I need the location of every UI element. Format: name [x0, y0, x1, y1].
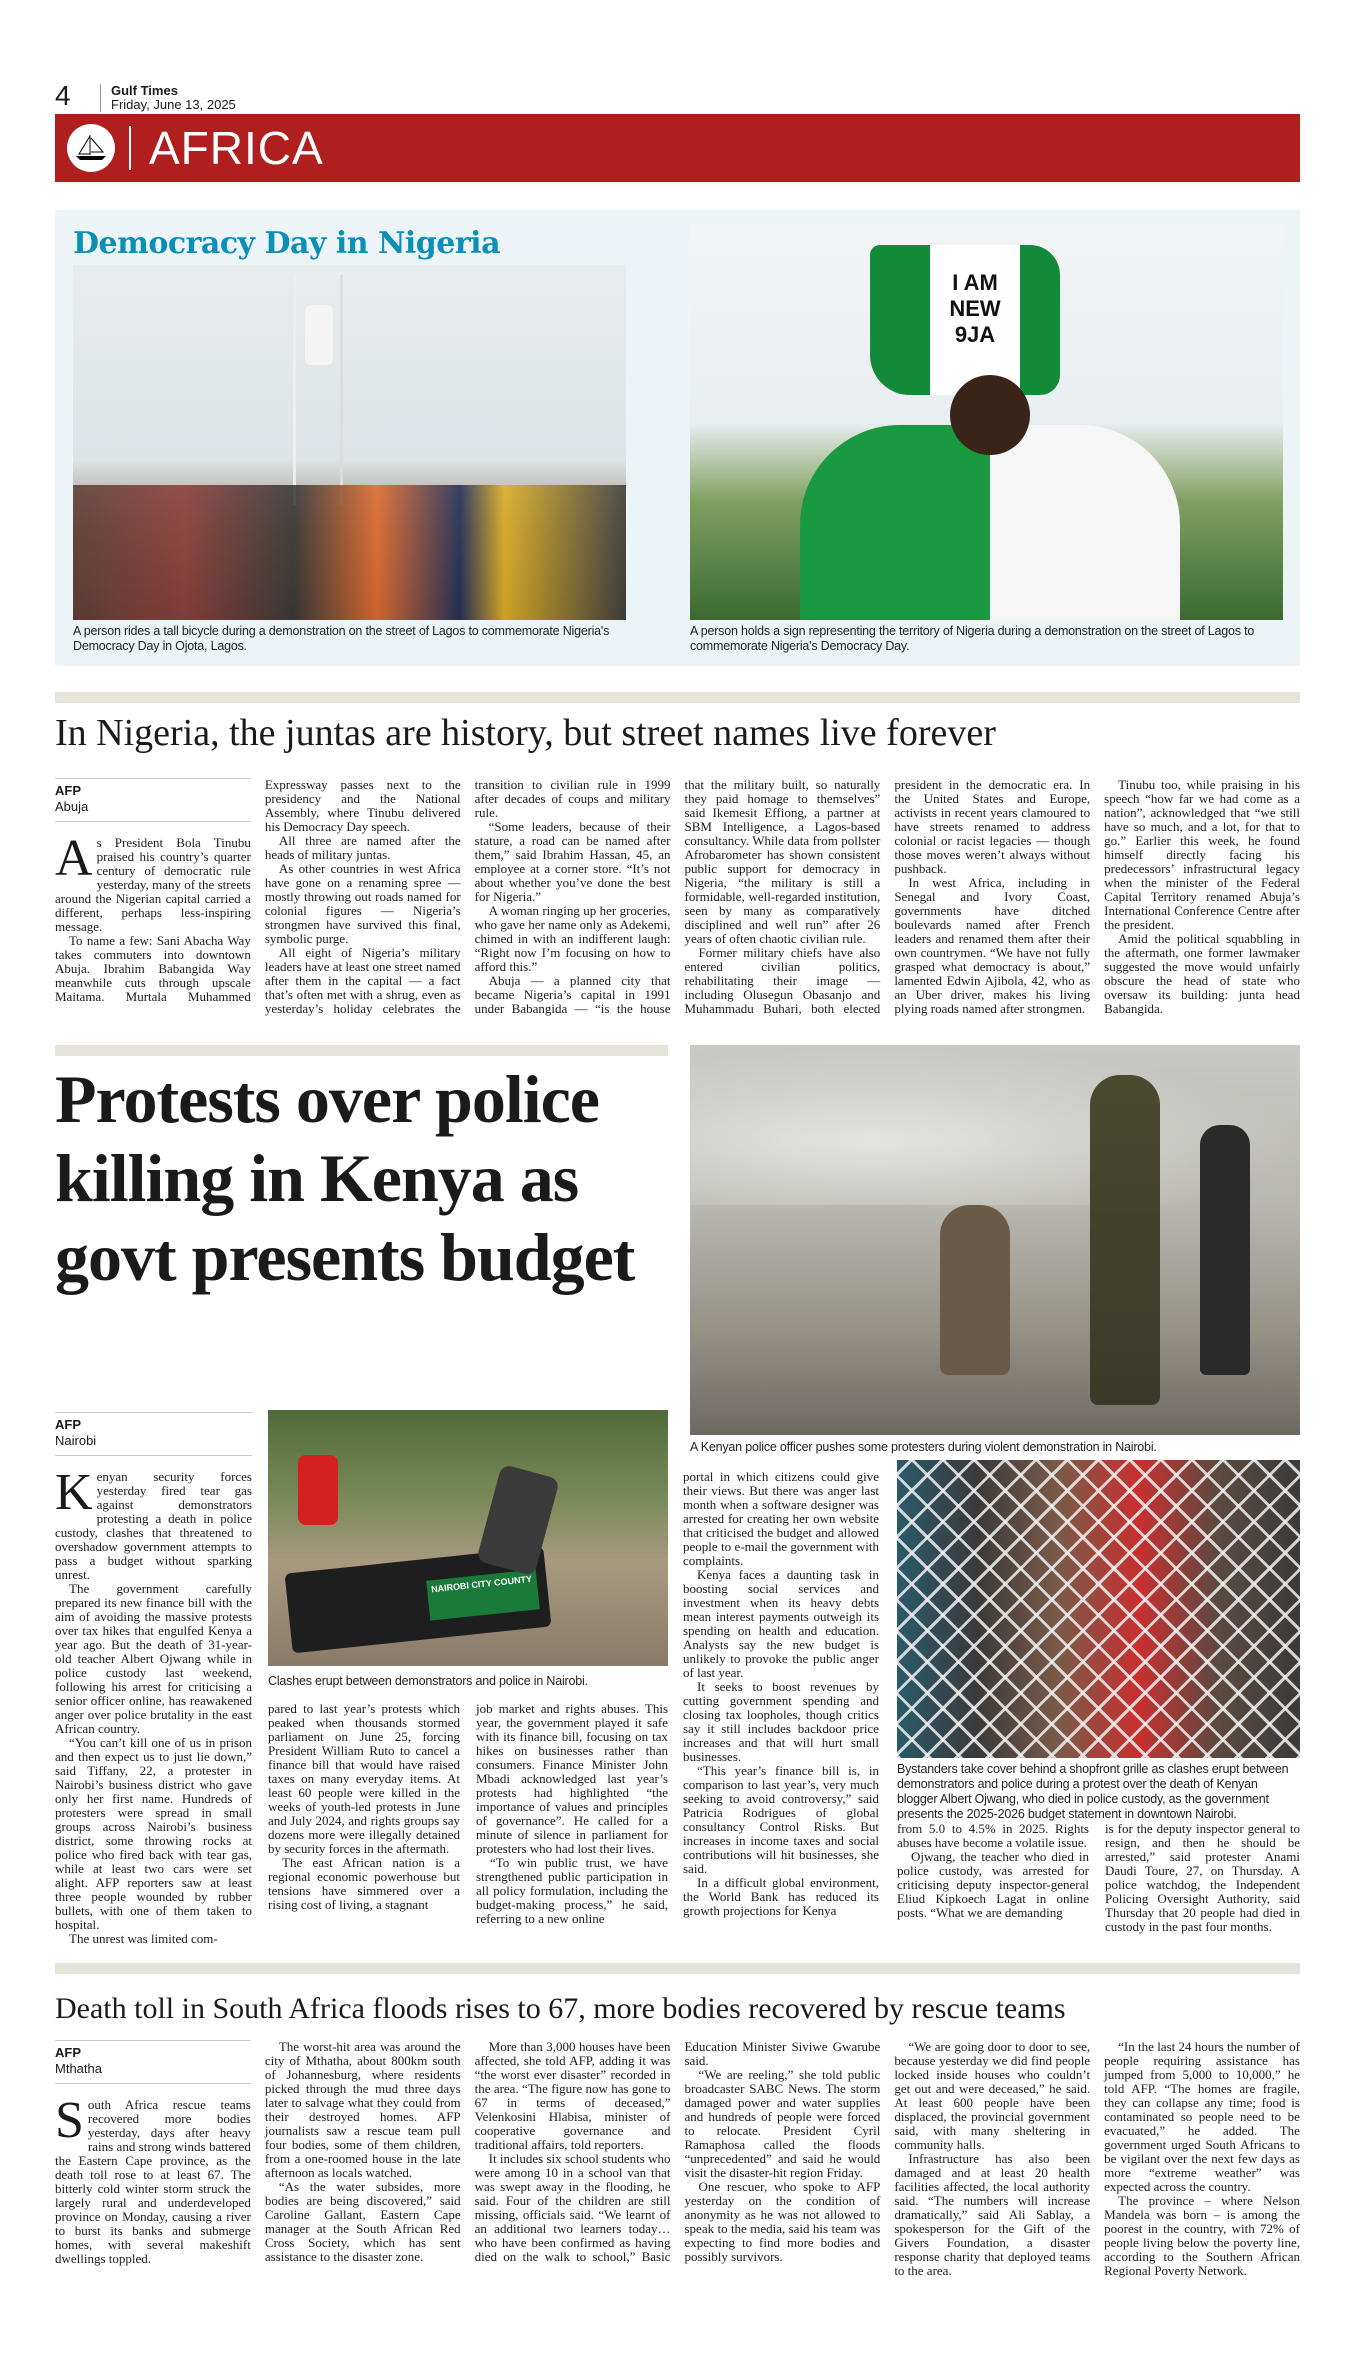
photo-tall-bicycle: [73, 265, 626, 620]
article-column: [897, 1822, 1089, 1920]
paragraph: portal in which citizens could give their views. But there was anger last month when a software designer was arrested for creating her own website that criticised the budget and allowed people to e-mail the government with complaints.: [683, 1469, 879, 1568]
dhow-boat-icon: [67, 124, 115, 172]
masthead: [100, 84, 236, 112]
paragraph: It includes six school students who were among 10 in a school van that was swept away in the flooding, he said. Four of the children are still missing, officials said. “We learnt of an additional two learners today… who have been confirmed as having died on the walk to school,” Basic Education Minister Siviwe Gwarube said.: [474, 2039, 881, 2264]
paragraph: One rescuer, who spoke to AFP yesterday on the condition of anonymity as he was not allowed to speak to the media, said his team was expecting to find more bodies and possibly survivors.: [684, 2179, 881, 2264]
paragraph: Tinubu too, while praising in his speech “how far we had come as a nation”, acknowledged that “we still have so much, and a lot, for that to go.” Earlier this week, he found himself directly facing his predecessors’ infrastructural legacy when the minister of the Federal Capital Territory renamed Abuja’s International Conference Centre after the president.: [1104, 777, 1300, 932]
section-header: [55, 114, 1300, 182]
paragraph: Amid the political squabbling in the aftermath, one former lawmaker suggested the move would unfairly obscure the head of state who oversaw its building: junta head Babangida.: [1104, 931, 1300, 1016]
paragraph: To name a few: Sani Abacha Way takes commuters into downtown Abuja. Ibrahim Babangida Way meanwhile cuts through upscale Maitama. Murtala Muhammed Expressway passes next to the presidency and the National Assembly, where Tinubu delivered his Democracy Day speech.: [55, 777, 461, 1004]
agency: AFP: [55, 2045, 81, 2060]
drop-cap: K: [55, 1464, 93, 1521]
photo-caption: A person rides a tall bicycle during a demonstration on the street of Lagos to commemorate Nigeria's Democracy Day in Ojota, Lagos.: [73, 624, 610, 653]
paragraph: “You can’t kill one of us in prison and then expect us to just lie down,” said Tiffany, 22, a protester in Nairobi’s business district who gave only her first name. Hundreds of protesters were spread in small groups across Nairobi’s business district, some throwing rocks at police who fired back with tear gas, while at least two cars were set alight. AFP reporters saw at least three people wounded by rubber bullets, with one of them taken to hospital.: [55, 1735, 252, 1932]
dateline: Abuja: [55, 799, 89, 814]
agency: AFP: [55, 1417, 81, 1432]
paragraph: In a difficult global environment, the World Bank has reduced its growth projections for Kenya: [683, 1875, 879, 1918]
drop-cap: S: [55, 2092, 84, 2149]
paragraph: Ojwang, the teacher who died in police custody, was arrested for criticising deputy inspector-general Eliud Kipkoech Lagat in online posts. “What we are demanding: [897, 1849, 1089, 1920]
article-column: [476, 1702, 668, 1926]
photo-shopfront-grille: [897, 1460, 1300, 1758]
paragraph: The unrest was limited com-: [69, 1931, 218, 1946]
paragraph: is for the deputy inspector general to resign, and then he should be arrested,” said protester Anami Daudi Toure, 27, on Thursday. A police watchdog, the Independent Policing Oversight Authority, said Thursday that 20 people had died in custody in the past four months.: [1105, 1821, 1300, 1934]
paragraph: As President Bola Tinubu praised his country’s quarter century of democratic rule yesterday, many of the streets around the Nigerian capital carried a different, perhaps less-inspiring message.: [55, 830, 251, 934]
paragraph: job market and rights abuses. This year, the government played it safe with its finance bill, focusing on tax hikes on businesses rather than consumers. Finance Minister John Mbadi acknowledged last year’s protests had highlighted “the importance of values and principles of governance”. He called for a minute of silence in parliament for protesters who had lost their lives.: [476, 1701, 668, 1856]
paragraph: “As the water subsides, more bodies are being discovered,” said Caroline Gallant, Eastern Cape manager at the South African Red Cross Society, which has sent assistance to the disaster zone.: [264, 2179, 461, 2264]
paragraph: Abuja — a planned city that became Nigeria’s capital in 1991 under Babangida — “is the house that the military built, so naturally they paid homage to themselves” said Ikemesit Effiong, a partner at SBM Intelligence, a Lagos-based consultancy. While data from pollster Afrobarometer has shown consistent public support for democracy in Nigeria, “the military is still a formidable, well-regarded institution, seen by many as comparatively disciplined and well run” after 26 years of often chaotic civilian rule.: [474, 777, 881, 1016]
paragraph: More than 3,000 houses have been affected, she told AFP, adding it was “the worst ever disaster” recorded in the area. “The figure now has gone to 67 in terms of deceased,” Velenkosini Hlabisa, minister of cooperative governance and traditional affairs, told reporters.: [474, 2039, 671, 2152]
article-body: [55, 778, 1300, 1016]
paragraph: Kenyan security forces yesterday fired tear gas against demonstrators protesting a death in police custody, clashes that threatened to overshadow government attempts to pass a budget without sparking unrest.: [55, 1464, 252, 1582]
agency: AFP: [55, 783, 81, 798]
photo-caption: A person holds a sign representing the territory of Nigeria during a demonstration on the street of Lagos to commemorate Nigeria's Democracy Day.: [690, 624, 1255, 653]
dateline: Mthatha: [55, 2061, 102, 2076]
paragraph: “We are going door to door to see, because yesterday we did find people locked inside houses who couldn’t get out and were deceased,” he said. At least 600 people have been displaced, the provincial government said, with many sheltering in community halls.: [894, 2039, 1091, 2152]
sign-text: NAIROBI CITY COUNTY: [426, 1569, 540, 1620]
publication-name: Gulf Times: [111, 83, 178, 98]
article-column: [683, 1470, 879, 1918]
article-headline: Protests over police killing in Kenya as govt presents budget: [55, 1061, 635, 1295]
section-title: AFRICA: [149, 122, 324, 174]
paragraph: Kenya faces a daunting task in boosting social services and investment when its heavy debts mean interest payments outweigh its spending on health and education. Analysts say the new budget is unlikely to provoke the public anger of last year.: [683, 1567, 879, 1680]
section-divider: [55, 692, 1300, 703]
paragraph: The worst-hit area was around the city of Mthatha, about 800km south of Johannesburg, where residents picked through the mud three days later to salvage what they could from their destroyed homes. AFP journalists saw a rescue team pull four bodies, some of them children, from a one-roomed house in the late afternoon as locals watched.: [264, 2039, 461, 2180]
sign-text: I AM NEW 9JA: [870, 245, 1060, 395]
byline: [55, 1412, 252, 1456]
publication-date: Friday, June 13, 2025: [111, 97, 236, 112]
dateline: Nairobi: [55, 1433, 97, 1448]
paragraph: South Africa rescue teams recovered more bodies yesterday, days after heavy rains and strong winds battered the Eastern Cape province, as the death toll rose to at least 67. The bitterly cold winter storm struck the largely rural and underdeveloped province on Monday, causing a river to burst its banks and submerge homes, with several makeshift dwellings toppled.: [55, 2092, 251, 2266]
paragraph: Former military chiefs have also entered civilian politics, rehabilitating their image — including Olusegun Obasanjo and Muhammadu Buhari, both elected president in the democratic era. In the United States and Europe, activists in recent years clamoured to have streets renamed to address colonial or racist legacies — though those moves weren’t always without pushback.: [684, 777, 1091, 1016]
paragraph: As other countries in west Africa have gone on a renaming spree — mostly throwing out roads named for colonial figures — Nigeria’s strongmen have survived this final, symbolic purge.: [264, 861, 461, 946]
drop-cap: A: [55, 830, 93, 887]
paragraph: All eight of Nigeria’s military leaders have at least one street named after them in the capital — a fact that’s often met with a shrug, even as yesterday’s holiday celebrates the transition to civilian rule in 1999 after decades of coups and military rule.: [264, 777, 671, 1016]
photo-nigeria-sign: [690, 225, 1283, 620]
paragraph: The province – where Nelson Mandela was born – is among the poorest in the country, with 72% of people living below the poverty line, according to the Southern African Regional Poverty Network.: [1104, 2193, 1300, 2278]
paragraph: All three are named after the heads of military juntas.: [264, 833, 461, 862]
article-body: [55, 2040, 1300, 2278]
paragraph: from 5.0 to 4.5% in 2025. Rights abuses have become a volatile issue.: [897, 1821, 1089, 1850]
feature-title: Democracy Day in Nigeria: [73, 226, 501, 261]
paragraph: pared to last year’s protests which peaked when thousands stormed parliament on June 25, forcing President William Ruto to cancel a finance bill that would have raised taxes on many everyday items. At least 60 people were killed in the weeks of youth-led protests in June and July 2024, and rights groups say dozens more were illegally detained by security forces in the aftermath.: [268, 1701, 460, 1856]
paragraph: A woman ringing up her groceries, who gave her name only as Adekemi, chimed in with an indifferent laugh: “Right now I’m focusing on how to afford this.”: [474, 903, 671, 974]
article-headline: In Nigeria, the juntas are history, but street names live forever: [55, 712, 996, 754]
photo-caption: Bystanders take cover behind a shopfront grille as clashes erupt between demonstrators and police during a protest over the death of Kenyan blogger Albert Ojwang, who died in police custody, as the government presents the 2025-2026 budget statement in downtown Nairobi.: [897, 1762, 1289, 1821]
photo-caption: A Kenyan police officer pushes some protesters during violent demonstration in Nairobi.: [690, 1440, 1157, 1454]
article-column: [55, 1412, 252, 1946]
photo-feature: [55, 210, 1300, 666]
divider: [129, 126, 131, 170]
paragraph: “This year’s finance bill is, in comparison to last year’s, very much seeking to avoid controversy,” said Patricia Rodrigues of global consultancy Control Risks. But increases in income taxes and social contributions will hit businesses, she said.: [683, 1763, 879, 1876]
photo-police-protesters: [690, 1045, 1300, 1435]
paragraph: “In the last 24 hours the number of people requiring assistance has jumped from 5,000 to 10,000,” he told AFP. “The homes are fragile, they can collapse any time; food is contaminated so people need to be evacuated,” he added. The government urged South Africans to be vigilant over the next few days as more “extreme weather” was expected across the country.: [1104, 2039, 1300, 2194]
paragraph: In west Africa, including in Senegal and Ivory Coast, governments have ditched boulevards named after French leaders and renamed them after their own countrymen. “We have not fully grasped what democracy is about,” lamented Edwin Ajibola, 42, who as an Uber driver, makes his living plying roads named after strongmen.: [894, 875, 1091, 1016]
paragraph: “We are reeling,” she told public broadcaster SABC News. The storm damaged power and water supplies and hundreds of people were forced to relocate. President Cyril Ramaphosa called the floods “unprecedented” and said he would visit the disaster-hit region Friday.: [684, 2067, 881, 2180]
paragraph: The east African nation is a regional economic powerhouse but tensions have simmered over a rising cost of living, a stagnant: [268, 1855, 460, 1912]
article-headline: Death toll in South Africa floods rises to 67, more bodies recovered by rescue teams: [55, 1992, 1066, 2025]
byline: [55, 2040, 251, 2084]
photo-caption: Clashes erupt between demonstrators and police in Nairobi.: [268, 1674, 588, 1688]
paragraph: “Some leaders, because of their stature, a road can be named after them,” said Ibrahim Hassan, 45, an employee at a corner store. “It’s not about whether you’ve done the best for Nigeria.”: [474, 819, 671, 904]
byline: [55, 778, 251, 822]
article-column: [268, 1702, 460, 1912]
section-divider: [55, 1045, 668, 1056]
article-column: [1105, 1822, 1300, 1934]
photo-nairobi-clashes: [268, 1410, 668, 1666]
paragraph: It seeks to boost revenues by cutting government spending and closing tax loopholes, though critics say it still includes backdoor price increases and that will hurt small businesses.: [683, 1679, 879, 1764]
paragraph: “To win public trust, we have strengthened public participation in all policy formulation, including the budget-making process,” he said, referring to a new online: [476, 1855, 668, 1926]
section-divider: [55, 1963, 1300, 1974]
paragraph: The government carefully prepared its new finance bill with the aim of avoiding the massive protests over tax hikes that engulfed Kenya a year ago. But the death of 31-year-old teacher Albert Ojwang while in police custody last weekend, following his arrest for criticising a senior officer online, has reawakened anger over police brutality in the east African country.: [55, 1581, 252, 1736]
paragraph: Infrastructure has also been damaged and at least 20 health facilities affected, the local authority said. “The numbers will increase dramatically,” said Ali Sablay, a spokesperson for the Gift of the Givers Foundation, a disaster response charity that deployed teams to the area.: [894, 2151, 1091, 2278]
page-number: 4: [55, 80, 71, 111]
